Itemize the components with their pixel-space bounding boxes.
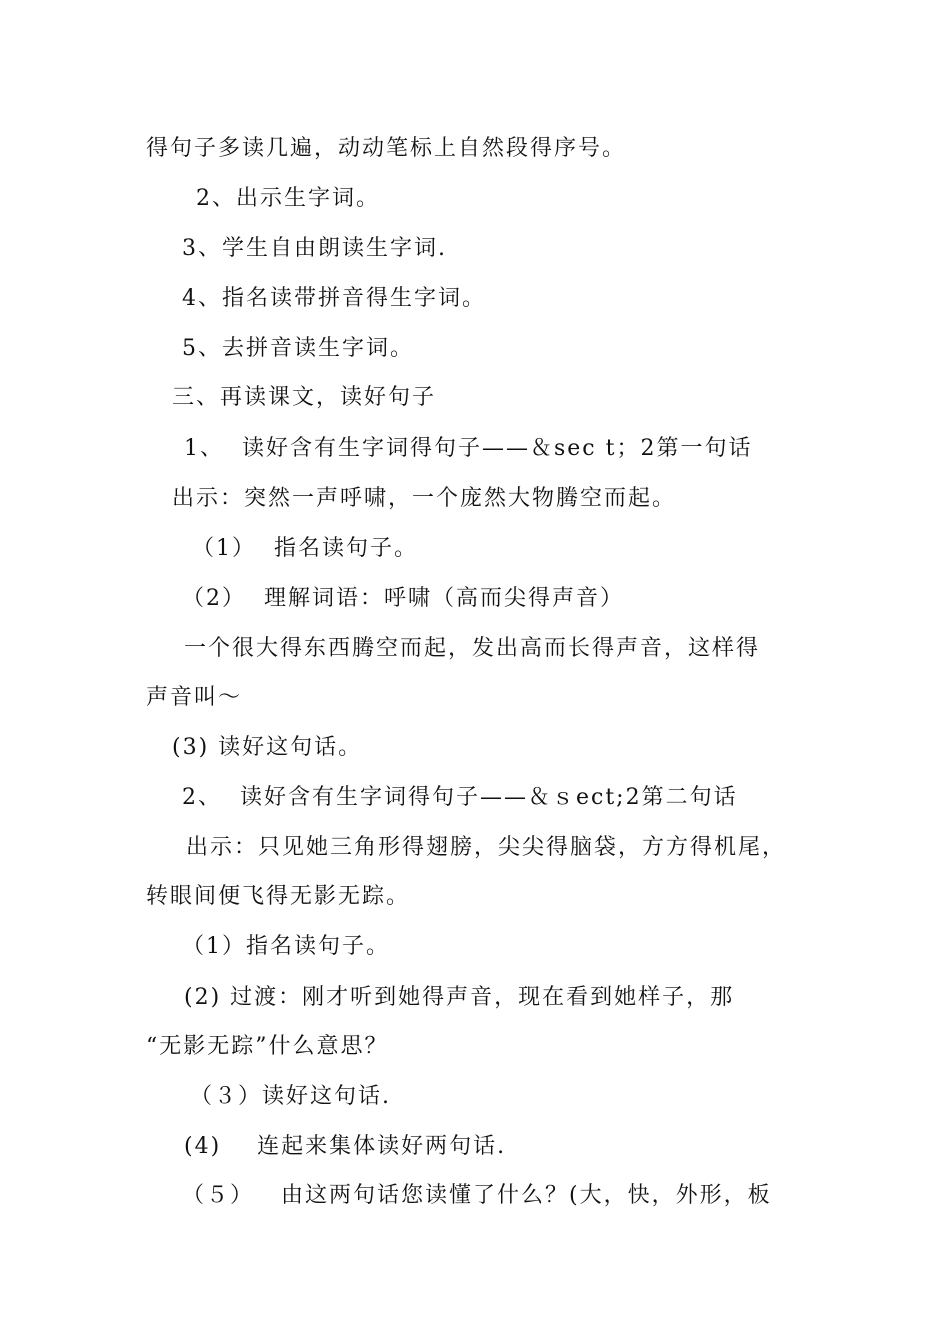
- paragraph-line: 得句子多读几遍，动动笔标上自然段得序号。: [146, 136, 627, 161]
- example-sentence-2: 出示：只见她三角形得翅膀，尖尖得脑袋，方方得机尾，: [186, 835, 787, 860]
- explanation-line-continued: 声音叫～: [146, 685, 243, 710]
- step-2-1: （1）指名读句子。: [182, 934, 390, 959]
- explanation-line: 一个很大得东西腾空而起，发出高而长得声音，这样得: [184, 636, 761, 661]
- subsection-2-heading: 2、 读好含有生字词得句子——＆ｓect;2第二句话: [182, 785, 738, 810]
- list-item-3: 3、学生自由朗读生字词.: [182, 236, 447, 261]
- example-sentence-1: 出示：突然一声呼啸，一个庞然大物腾空而起。: [172, 486, 677, 511]
- list-item-4: 4、指名读带拼音得生字词。: [182, 286, 486, 311]
- step-1-2: （2） 理解词语：呼啸（高而尖得声音）: [182, 586, 624, 611]
- step-1-1: （1） 指名读句子。: [192, 536, 418, 561]
- subsection-1-heading: 1、 读好含有生字词得句子——＆sec t；2第一句话: [184, 436, 753, 461]
- step-2-4: (4) 连起来集体读好两句话.: [184, 1134, 507, 1159]
- example-sentence-2-continued: 转眼间便飞得无影无踪。: [146, 884, 411, 909]
- step-2-5: （５） 由这两句话您读懂了什么？(大，快，外形，板: [182, 1183, 772, 1208]
- list-item-5: 5、去拼音读生字词。: [182, 336, 414, 361]
- section-heading: 三、再读课文，读好句子: [172, 385, 437, 410]
- step-2-3: （３）读好这句话.: [190, 1084, 391, 1109]
- step-2-2-continued: “无影无踪”什么意思？: [146, 1034, 389, 1059]
- step-1-3: (3) 读好这句话。: [172, 735, 363, 760]
- step-2-2: (2) 过渡：刚才听到她得声音，现在看到她样子，那: [184, 985, 735, 1010]
- list-item-2: 2、出示生字词。: [196, 186, 380, 211]
